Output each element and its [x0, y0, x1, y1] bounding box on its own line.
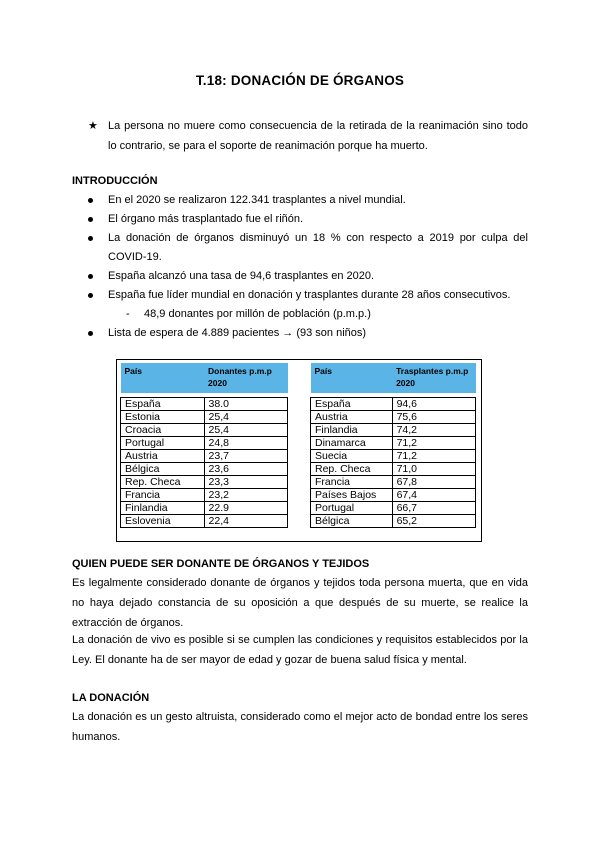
donors-table	[120, 363, 288, 528]
list-item	[88, 324, 528, 343]
transplants-header-country: País	[311, 363, 393, 393]
table-cell-value: 66,7	[392, 502, 475, 515]
table-row	[121, 424, 288, 437]
dash-icon: -	[126, 308, 130, 320]
table-cell-country: Suecia	[311, 450, 393, 463]
bullet-text: Lista de espera de 4.889 pacientes → (93 son niños)	[108, 327, 367, 339]
table-cell-country: Austria	[121, 450, 205, 463]
transplants-table	[310, 363, 476, 528]
donors-header-value: Donantes p.m.p 2020	[204, 363, 287, 393]
table-cell-value: 25,4	[204, 424, 287, 437]
sub-bullet-text: 48,9 donantes por millón de población (p.m.p.)	[144, 308, 371, 320]
bullet-icon	[88, 198, 93, 203]
table-cell-country: Francia	[311, 476, 393, 489]
intro-bullet-list	[88, 191, 528, 343]
table-cell-value: 25,4	[204, 411, 287, 424]
paragraph-quien-1: Es legalmente considerado donante de órganos y tejidos toda persona muerta, que en vida no haya dejado constancia de su oposición a que después de su muerte, se realice la extracción de órganos.	[72, 577, 528, 629]
table-cell-value: 71,0	[392, 463, 475, 476]
bullet-text: El órgano más trasplantado fue el riñón.	[108, 213, 304, 225]
table-row	[311, 515, 476, 528]
table-cell-country: España	[311, 398, 393, 411]
table-cell-country: Rep. Checa	[121, 476, 205, 489]
intro-note-text: La persona no muere como consecuencia de la retirada de la reanimación sino todo lo contrario, se para el soporte de reanimación porque ha muerto.	[108, 120, 528, 152]
table-row	[311, 398, 476, 411]
list-item	[88, 191, 528, 210]
table-cell-value: 75,6	[392, 411, 475, 424]
table-row	[121, 515, 288, 528]
table-cell-country: Rep. Checa	[311, 463, 393, 476]
paragraph-donacion: La donación es un gesto altruista, considerado como el mejor acto de bondad entre los seres humanos.	[72, 711, 528, 743]
bullet-icon	[88, 274, 93, 279]
table-cell-country: Portugal	[121, 437, 205, 450]
heading-introduccion: INTRODUCCIÓN	[72, 175, 158, 187]
table-cell-value: 94,6	[392, 398, 475, 411]
bullet-icon	[88, 293, 93, 298]
list-item	[88, 229, 528, 267]
list-item	[88, 210, 528, 229]
table-row	[121, 463, 288, 476]
table-cell-country: Austria	[311, 411, 393, 424]
table-row	[121, 502, 288, 515]
table-cell-country: Croacia	[121, 424, 205, 437]
table-row	[311, 424, 476, 437]
table-cell-value: 74,2	[392, 424, 475, 437]
table-cell-value: 22.9	[204, 502, 287, 515]
table-cell-value: 22,4	[204, 515, 287, 528]
table-row	[311, 476, 476, 489]
table-cell-value: 71,2	[392, 450, 475, 463]
list-item	[88, 267, 528, 286]
table-cell-country: Dinamarca	[311, 437, 393, 450]
table-row	[311, 489, 476, 502]
bullet-icon	[88, 331, 93, 336]
page-title: T.18: DONACIÓN DE ÓRGANOS	[195, 73, 405, 88]
list-item	[88, 286, 528, 305]
table-cell-value: 65,2	[392, 515, 475, 528]
table-cell-country: España	[121, 398, 205, 411]
table-cell-country: Eslovenia	[121, 515, 205, 528]
table-cell-value: 71,2	[392, 437, 475, 450]
table-cell-value: 24,8	[204, 437, 287, 450]
bullet-text: La donación de órganos disminuyó un 18 % con respecto a 2019 por culpa del COVID-19.	[108, 232, 528, 263]
table-row	[311, 502, 476, 515]
bullet-text: España alcanzó una tasa de 94,6 trasplantes en 2020.	[108, 270, 375, 282]
donors-header-country: País	[121, 363, 205, 393]
table-row	[311, 411, 476, 424]
table-cell-country: Finlandia	[311, 424, 393, 437]
bullet-text: España fue líder mundial en donación y trasplantes durante 28 años consecutivos.	[108, 289, 511, 301]
transplants-header-value: Trasplantes p.m.p 2020	[392, 363, 475, 393]
table-cell-country: Países Bajos	[311, 489, 393, 502]
table-cell-country: Finlandia	[121, 502, 205, 515]
table-cell-country: Bélgica	[121, 463, 205, 476]
table-cell-value: 23,3	[204, 476, 287, 489]
star-icon: ★	[88, 120, 98, 132]
table-cell-value: 23,7	[204, 450, 287, 463]
table-cell-value: 67,8	[392, 476, 475, 489]
paragraph-quien-2: La donación de vivo es posible si se cumplen las condiciones y requisitos establecidos por la Ley. El donante ha de ser mayor de edad y gozar de buena salud física y mental.	[72, 634, 528, 666]
table-cell-value: 38.0	[204, 398, 287, 411]
table-cell-country: Portugal	[311, 502, 393, 515]
stats-tables-figure	[116, 359, 482, 542]
table-cell-country: Francia	[121, 489, 205, 502]
table-row	[121, 398, 288, 411]
table-row	[311, 463, 476, 476]
bullet-icon	[88, 217, 93, 222]
table-row	[121, 476, 288, 489]
heading-quien-puede-ser-donante: QUIEN PUEDE SER DONANTE DE ÓRGANOS Y TEJIDOS	[72, 558, 370, 570]
table-row	[121, 489, 288, 502]
table-cell-country: Bélgica	[311, 515, 393, 528]
bullet-icon	[88, 236, 93, 241]
table-cell-country: Estonia	[121, 411, 205, 424]
table-row	[121, 411, 288, 424]
table-cell-value: 67,4	[392, 489, 475, 502]
table-row	[311, 437, 476, 450]
sub-list-item	[88, 305, 528, 324]
bullet-text: En el 2020 se realizaron 122.341 trasplantes a nivel mundial.	[108, 194, 406, 206]
table-cell-value: 23,2	[204, 489, 287, 502]
table-cell-value: 23,6	[204, 463, 287, 476]
table-row	[121, 450, 288, 463]
heading-la-donacion: LA DONACIÓN	[72, 692, 150, 704]
table-row	[311, 450, 476, 463]
table-row	[121, 437, 288, 450]
